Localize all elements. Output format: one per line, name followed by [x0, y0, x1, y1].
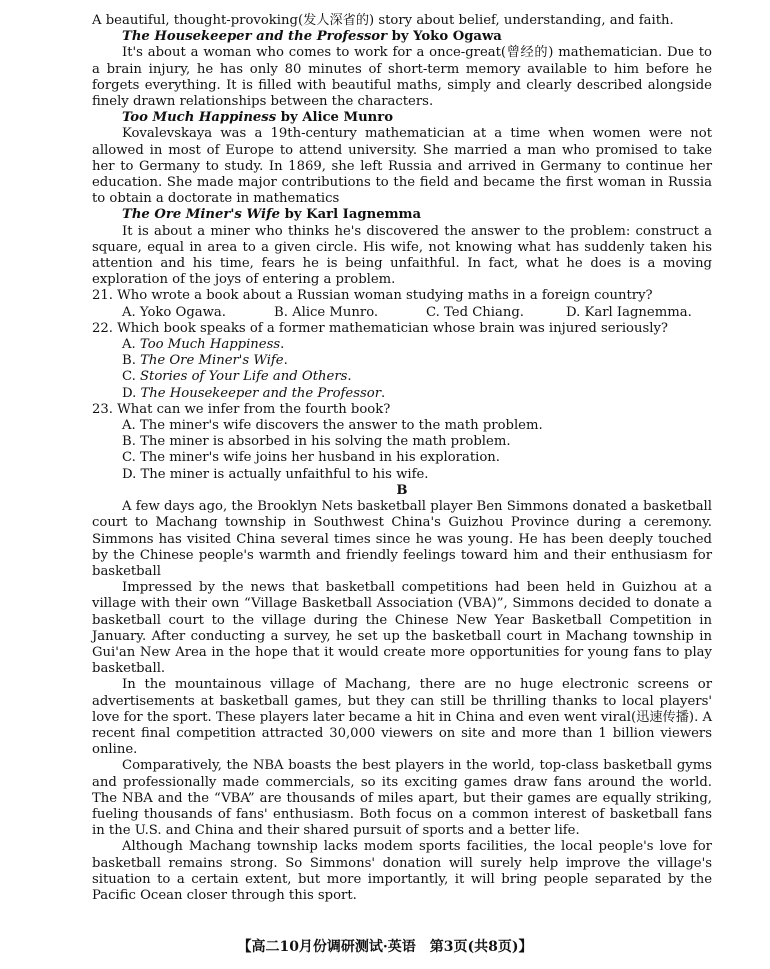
option-letter: A.	[122, 337, 140, 353]
option-period: .	[347, 369, 352, 385]
book-title-2	[122, 110, 712, 126]
option-letter: D.	[122, 385, 141, 401]
option-22-b[interactable]	[122, 353, 712, 369]
book-author-2: by Alice Munro	[276, 110, 394, 126]
option-21-c[interactable]: C. Ted Chiang.	[426, 304, 525, 320]
book-title-2-name: Too Much Happiness	[122, 110, 277, 126]
book-description-3: It is about a miner who thinks he's discovered the answer to the problem: construct a square, equal in area to a given circle. His wife, not knowing what has suddenly taken his attention and his time, fears he is being unfaithful. In fact, what he does is a moving exploration of the joys of entering a problem.	[92, 223, 712, 288]
passage-b-paragraph-3: In the mountainous village of Machang, there are no huge electronic screens or advertisements at basketball games, but they can still be thrilling thanks to local players' love for the sport. These players later became a hit in China and even went viral(迅速传播). A recent final competition attracted 30,000 viewers on site and more than 1 billion viewers online.	[92, 677, 712, 758]
page-content	[92, 13, 712, 904]
question-23: 23. What can we infer from the fourth book?	[92, 401, 391, 417]
option-22-a[interactable]	[122, 337, 712, 353]
option-letter: B.	[122, 353, 141, 369]
question-21: 21. Who wrote a book about a Russian woman studying maths in a foreign country?	[92, 288, 653, 304]
passage-b-paragraph-4: Comparatively, the NBA boasts the best players in the world, top-class basketball gyms and professionally made commercials, so its exciting games draw fans around the world. The NBA and the “VBA” are thousands of miles apart, but their games are equally striking, fueling thousands of fans' enthusiasm. Both focus on a common interest of basketball fans in the U.S. and China and their shared pursuit of sports and a better life.	[92, 758, 712, 839]
option-period: .	[280, 337, 285, 353]
option-book-title: Stories of Your Life and Others	[140, 369, 348, 385]
option-letter: C.	[122, 369, 141, 385]
option-21-a[interactable]: A. Yoko Ogawa.	[122, 304, 226, 320]
book-title-3	[122, 207, 712, 223]
book-title-3-name: The Ore Miner's Wife	[122, 207, 281, 223]
page-footer: 【高二10月份调研测试·英语 第3页(共8页)】	[237, 939, 533, 955]
book-description-1: It's about a woman who comes to work for a once-great(曾经的) mathematician. Due to a brain injury, he has only 80 minutes of short-term memory available to him before he forgets everything. It is filled with beautiful maths, simply and clearly described alongside finely drawn relationships between the characters.	[92, 45, 712, 110]
option-23-b[interactable]: B. The miner is absorbed in his solving the math problem.	[122, 434, 511, 450]
book-title-1-name: The Housekeeper and the Professor	[122, 29, 388, 45]
option-21-d[interactable]: D. Karl Iagnemma.	[566, 304, 692, 320]
option-23-d[interactable]: D. The miner is actually unfaithful to his wife.	[122, 466, 429, 482]
option-book-title: The Housekeeper and the Professor	[140, 385, 381, 401]
option-book-title: The Ore Miner's Wife	[140, 353, 284, 369]
book-author-1: by Yoko Ogawa	[387, 29, 502, 45]
passage-b-paragraph-5: Although Machang township lacks modem sports facilities, the local people's love for basketball remains strong. So Simmons' donation will surely help improve the village's situation to a certain extent, but more importantly, it will bring people separated by the Pacific Ocean closer through this sport.	[92, 839, 712, 903]
option-period: .	[381, 385, 386, 401]
book-description-2: Kovalevskaya was a 19th-century mathematician at a time when women were not allowed in most of Europe to attend university. She married a man who promised to take her to Germany to study. In 1869, she left Russia and arrived in Germany to continue her education. She made major contributions to the field and became the first woman in Russia to obtain a doctorate in mathematics	[92, 126, 712, 207]
option-22-d[interactable]	[122, 386, 712, 402]
book-author-3: by Karl Iagnemma	[280, 207, 422, 223]
book-title-1	[122, 29, 712, 45]
option-period: .	[283, 353, 288, 369]
passage-b-paragraph-2: Impressed by the news that basketball competitions had been held in Guizhou at a village with their own “Village Basketball Association (VBA)”, Simmons decided to donate a basketball court to the village during the Chinese New Year Basketball Competition in January. After conducting a survey, he set up the basketball court in Machang township in Gui'an New Area in the hope that it would create more opportunities for young fans to play basketball.	[92, 580, 712, 677]
option-21-b[interactable]: B. Alice Munro.	[274, 304, 379, 320]
option-23-a[interactable]: A. The miner's wife discovers the answer to the math problem.	[122, 418, 543, 434]
question-22: 22. Which book speaks of a former mathematician whose brain was injured seriously?	[92, 320, 669, 336]
intro-line: A beautiful, thought-provoking(发人深省的) story about belief, understanding, and faith.	[92, 13, 674, 28]
question-21-options	[122, 305, 712, 321]
option-22-c[interactable]	[122, 369, 712, 385]
option-23-c[interactable]: C. The miner's wife joins her husband in his exploration.	[122, 450, 500, 466]
passage-b-paragraph-1: A few days ago, the Brooklyn Nets basketball player Ben Simmons donated a basketball court to Machang township in Southwest China's Guizhou Province during a ceremony. Simmons has visited China several times since he was young. He has been deeply touched by the Chinese people's warmth and friendly feelings toward him and their enthusiasm for basketball	[92, 499, 712, 579]
option-book-title: Too Much Happiness	[139, 337, 281, 353]
section-b-heading: B	[396, 482, 408, 498]
